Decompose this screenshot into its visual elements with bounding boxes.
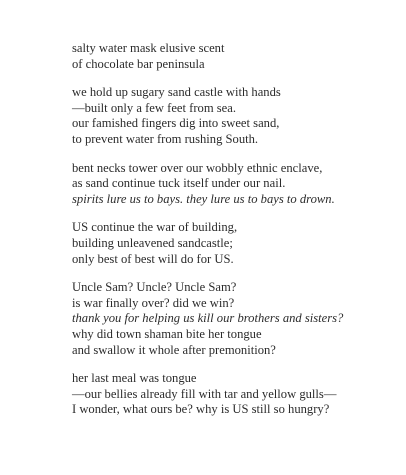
poem-line: why did town shaman bite her tongue xyxy=(72,326,262,341)
poem-line-italic: thank you for helping us kill our brothers and sisters? xyxy=(72,311,344,326)
poem-line: —built only a few feet from sea. xyxy=(72,100,237,115)
stanza-1 xyxy=(72,41,402,72)
poem-line: only best of best will do for US. xyxy=(72,251,234,266)
poem-line: and swallow it whole after premonition? xyxy=(72,342,276,357)
poem-line: to prevent water from rushing South. xyxy=(72,131,259,146)
stanza-6 xyxy=(72,371,402,418)
stanza-2 xyxy=(72,85,402,147)
poem-line: as sand continue tuck itself under our nail. xyxy=(72,176,286,191)
poem-line-italic: spirits lure us to bays. they lure us to bays to drown. xyxy=(72,191,335,206)
poem-line: our famished fingers dig into sweet sand, xyxy=(72,116,280,131)
poem-line: we hold up sugary sand castle with hands xyxy=(72,85,281,100)
poem-line: building unleavened sandcastle; xyxy=(72,235,233,250)
poem-line: bent necks tower over our wobbly ethnic enclave, xyxy=(72,160,323,175)
poem-line: salty water mask elusive scent xyxy=(72,41,225,55)
stanza-5 xyxy=(72,280,402,358)
poem-line: of chocolate bar peninsula xyxy=(72,56,205,71)
poem-line: I wonder, what ours be? why is US still so hungry? xyxy=(72,402,330,417)
poem-line: US continue the war of building, xyxy=(72,220,238,235)
poem-line: —our bellies already fill with tar and yellow gulls— xyxy=(72,386,337,401)
poem-line: is war finally over? did we win? xyxy=(72,295,235,310)
poem-line: her last meal was tongue xyxy=(72,371,197,386)
poem-body xyxy=(72,41,402,431)
stanza-3 xyxy=(72,161,402,208)
poem-line: Uncle Sam? Uncle? Uncle Sam? xyxy=(72,280,237,295)
stanza-4 xyxy=(72,220,402,267)
